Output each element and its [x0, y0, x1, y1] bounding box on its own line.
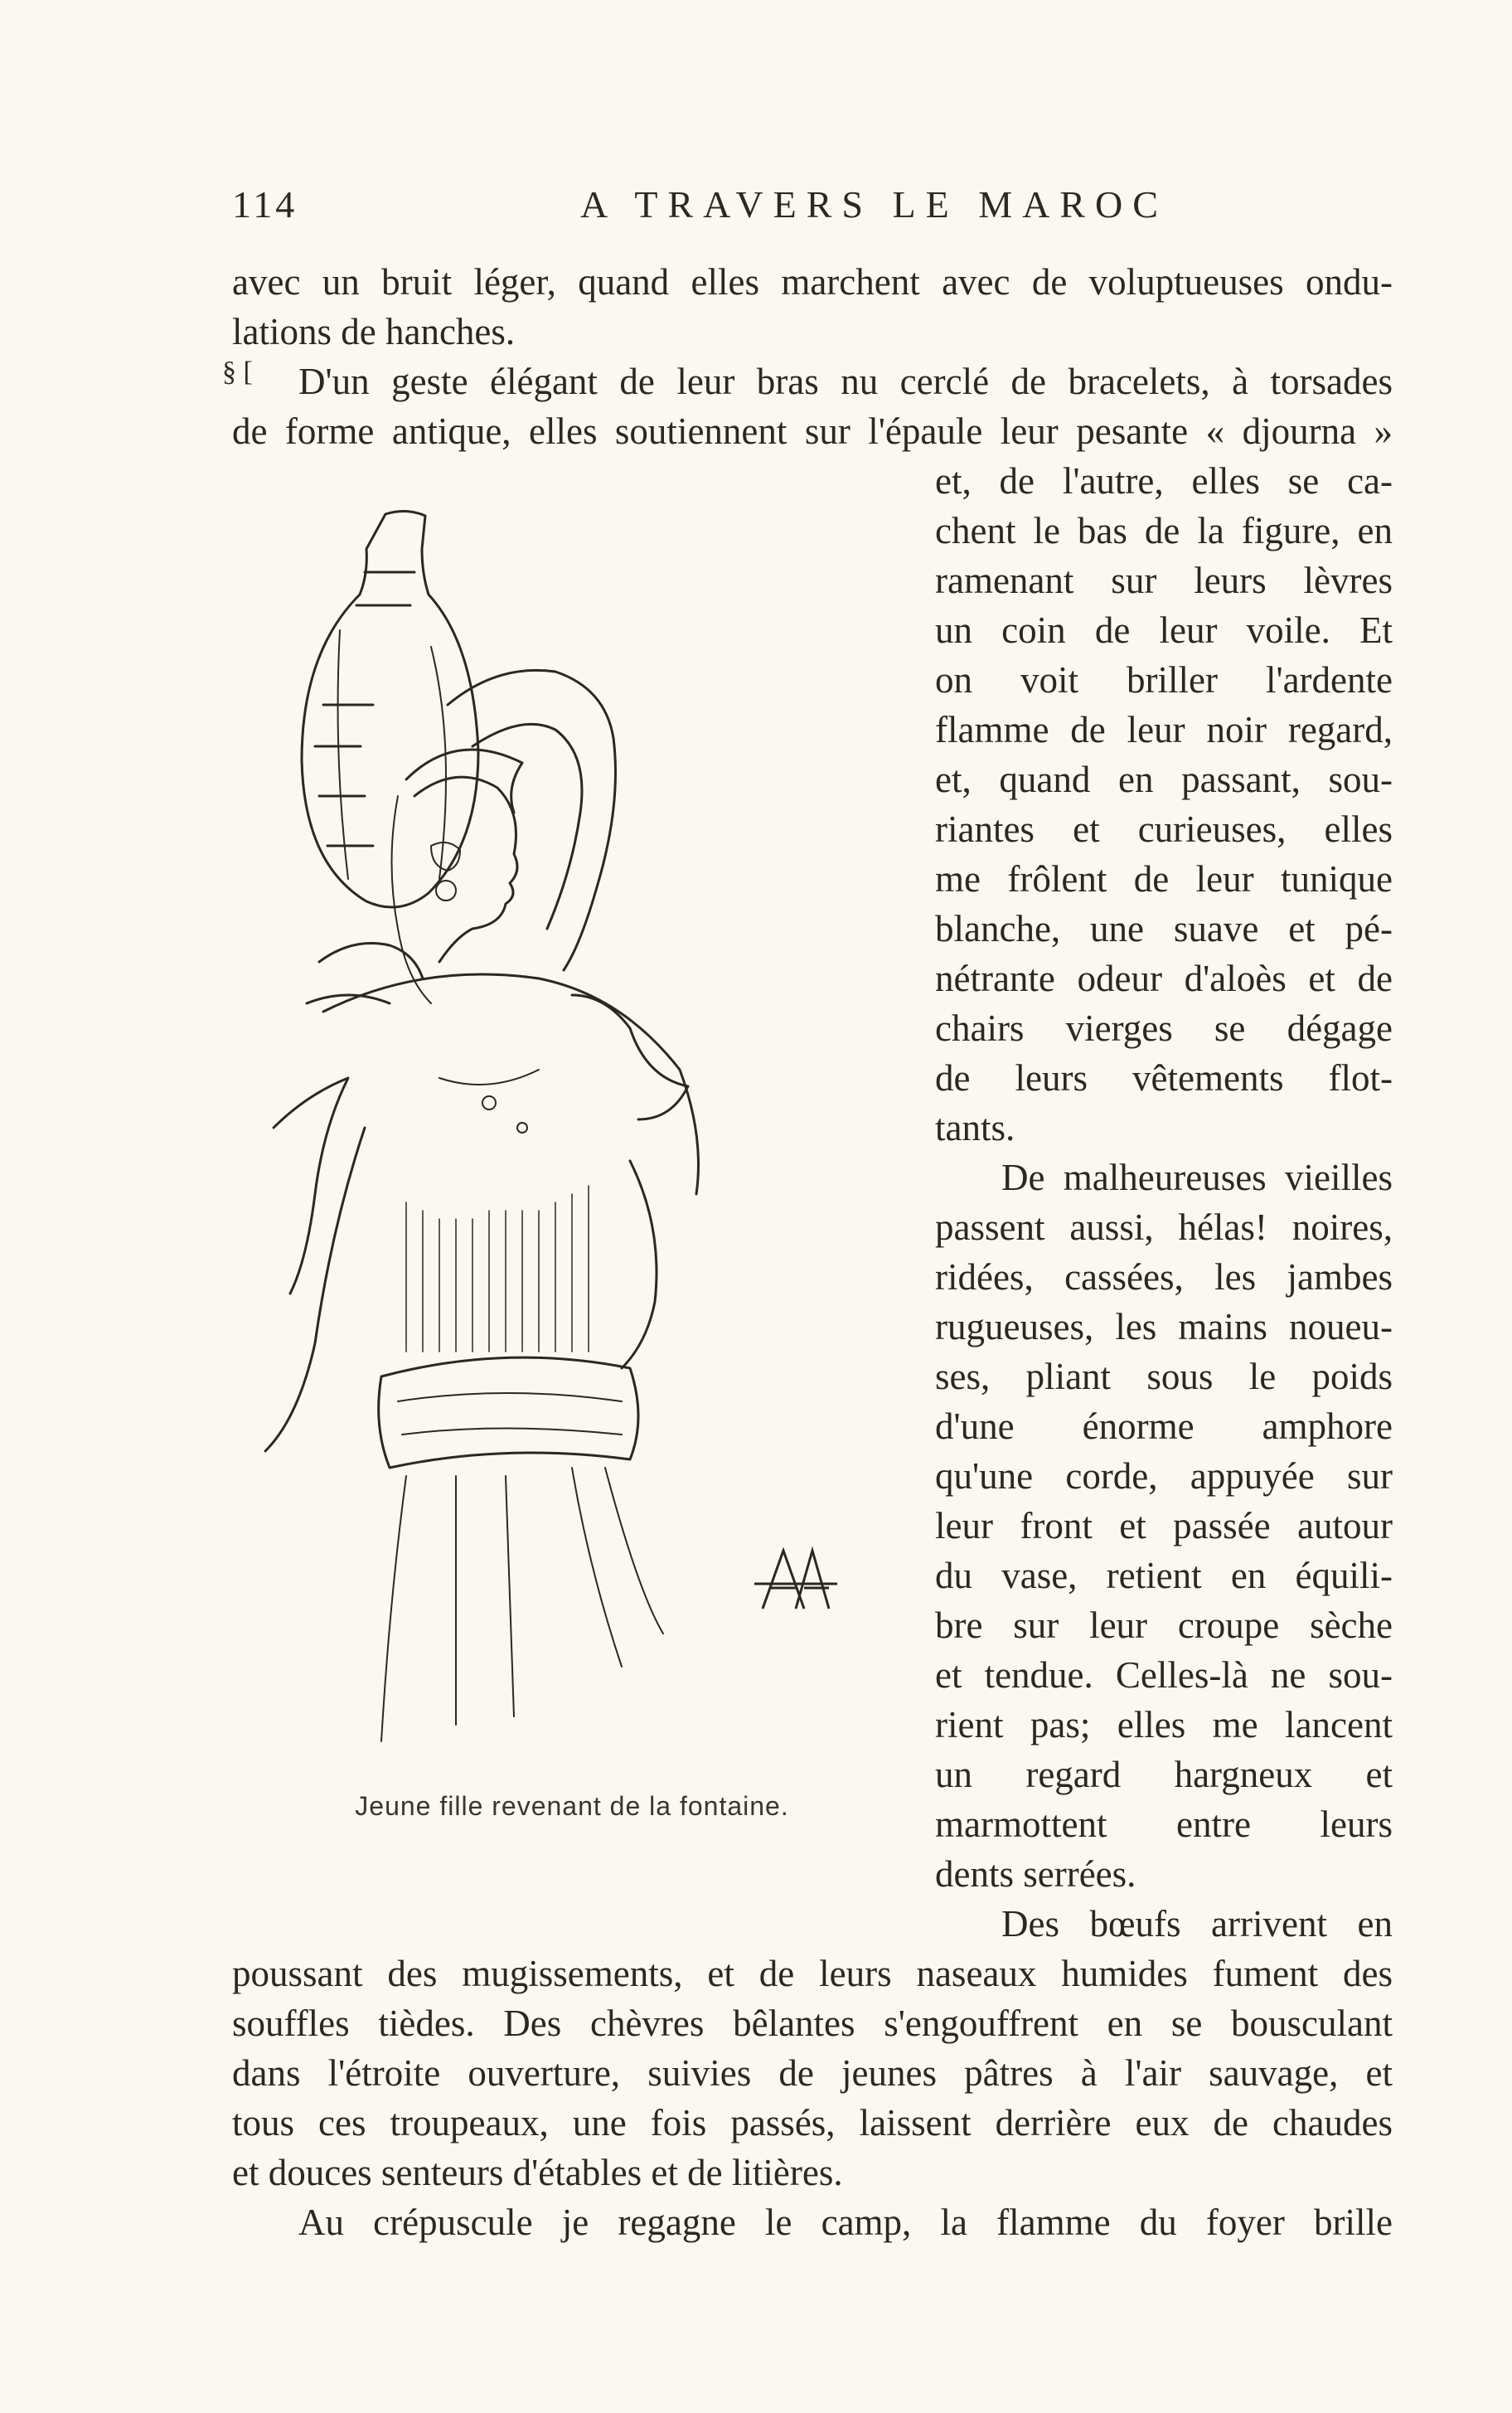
column-line: marmottent entre leurs — [935, 1804, 1393, 1845]
column-line: De malheureuses vieilles — [1001, 1157, 1393, 1198]
column-line: on voit briller l'ardente — [935, 659, 1393, 701]
body-line: souffles tièdes. Des chèvres bêlantes s'engouffrent en se bousculant — [232, 2003, 1393, 2044]
column-line: nétrante odeur d'aloès et de — [935, 958, 1393, 999]
body-line: dans l'étroite ouverture, suivies de jeunes pâtres à l'air sauvage, et — [232, 2052, 1393, 2094]
column-line: de leurs vêtements flot- — [935, 1057, 1393, 1099]
column-line: me frôlent de leur tunique — [935, 858, 1393, 900]
monogram-signature — [754, 1551, 837, 1609]
page-header — [0, 182, 1512, 232]
running-title: A TRAVERS LE MAROC — [580, 183, 1168, 226]
body-line: lations de hanches. — [232, 311, 516, 352]
margin-mark: § [ — [222, 357, 253, 387]
column-line: passent aussi, hélas! noires, — [935, 1206, 1393, 1248]
column-line: un coin de leur voile. Et — [935, 609, 1393, 651]
column-line: du vase, retient en équili- — [935, 1555, 1393, 1596]
column-line: rugueuses, les mains noueu- — [935, 1306, 1393, 1347]
illustration-caption: Jeune fille revenant de la fontaine. — [355, 1791, 789, 1821]
body-line: de forme antique, elles soutiennent sur l'épaule leur pesante « djourna » — [232, 410, 1393, 452]
column-line: d'une énorme amphore — [935, 1406, 1393, 1447]
body-line: D'un geste élégant de leur bras nu cerclé de bracelets, à torsades — [298, 361, 1393, 402]
body-line: tous ces troupeaux, une fois passés, laissent derrière eux de chaudes — [232, 2102, 1393, 2144]
column-line: ridées, cassées, les jambes — [935, 1256, 1393, 1298]
column-line: leur front et passée autour — [935, 1505, 1393, 1546]
column-line: blanche, une suave et pé- — [935, 908, 1393, 949]
column-line: Des bœufs arrivent en — [1001, 1903, 1393, 1944]
column-line: chairs vierges se dégage — [935, 1007, 1393, 1049]
body-line: Au crépuscule je regagne le camp, la flamme du foyer brille — [298, 2202, 1393, 2243]
column-line: dents serrées. — [935, 1853, 1136, 1895]
column-line: bre sur leur croupe sèche — [935, 1605, 1393, 1646]
column-line: ses, pliant sous le poids — [935, 1356, 1393, 1397]
body-line: avec un bruit léger, quand elles marchent avec de voluptueuses ondu- — [232, 261, 1393, 303]
column-line: et, de l'autre, elles se ca- — [935, 460, 1393, 502]
page-number: 114 — [232, 183, 298, 226]
column-line: qu'une corde, appuyée sur — [935, 1455, 1393, 1497]
body-line: et douces senteurs d'étables et de litières. — [232, 2152, 843, 2193]
column-line: et tendue. Celles-là ne sou- — [935, 1654, 1393, 1696]
illustration-woman-with-jar — [240, 498, 904, 1758]
column-line: tants. — [935, 1107, 1015, 1148]
column-line: rient pas; elles me lancent — [935, 1704, 1393, 1745]
column-line: un regard hargneux et — [935, 1754, 1393, 1795]
body-line: poussant des mugissements, et de leurs naseaux humides fument des — [232, 1953, 1393, 1994]
column-line: riantes et curieuses, elles — [935, 808, 1393, 850]
column-line: et, quand en passant, sou- — [935, 759, 1393, 800]
column-line: chent le bas de la figure, en — [935, 510, 1393, 551]
column-line: flamme de leur noir regard, — [935, 709, 1393, 750]
column-line: ramenant sur leurs lèvres — [935, 560, 1393, 601]
